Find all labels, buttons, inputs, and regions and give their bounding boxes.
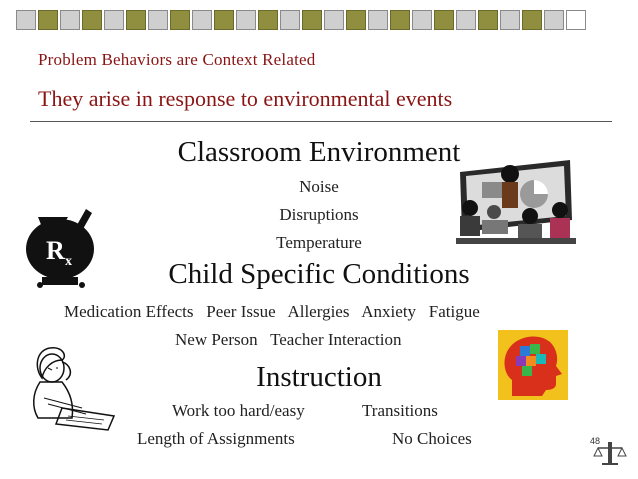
puzzle-head-icon <box>498 330 568 400</box>
svg-text:R: R <box>46 236 65 265</box>
decor-square <box>38 10 58 30</box>
decor-square <box>60 10 80 30</box>
classroom-heading: Classroom Environment <box>177 136 461 168</box>
decor-square <box>82 10 102 30</box>
decor-square <box>500 10 520 30</box>
decor-square <box>544 10 564 30</box>
decor-square <box>148 10 168 30</box>
decor-square <box>368 10 388 30</box>
decor-square <box>170 10 190 30</box>
instruction-item: Work too hard/easy <box>172 401 305 420</box>
decor-square <box>324 10 344 30</box>
svg-text:x: x <box>65 254 72 269</box>
child-conditions-line: New Person Teacher Interaction <box>175 330 402 349</box>
decor-square <box>258 10 278 30</box>
slide-title: They arise in response to environmental events <box>38 86 453 111</box>
instruction-item: Transitions <box>362 401 438 420</box>
classroom-item: Disruptions <box>279 205 359 224</box>
classroom-item: Temperature <box>276 233 362 252</box>
page-number: 48 <box>590 436 601 446</box>
classroom-clipart-icon <box>452 160 582 255</box>
decor-square <box>16 10 36 30</box>
classroom-item: Noise <box>299 177 339 196</box>
decor-square <box>236 10 256 30</box>
decor-square <box>346 10 366 30</box>
decor-square <box>280 10 300 30</box>
slide-subtitle: Problem Behaviors are Context Related <box>38 50 316 69</box>
instruction-item: No Choices <box>392 429 472 448</box>
decor-square <box>522 10 542 30</box>
instruction-heading: Instruction <box>256 361 382 393</box>
decor-square <box>214 10 234 30</box>
decor-square <box>126 10 146 30</box>
decorative-squares <box>16 10 588 30</box>
decor-square <box>192 10 212 30</box>
decor-square <box>390 10 410 30</box>
decor-square <box>434 10 454 30</box>
decor-square <box>104 10 124 30</box>
rx-mortar-pestle-icon <box>20 205 120 295</box>
decor-square <box>566 10 586 30</box>
decor-square <box>412 10 432 30</box>
decor-square <box>302 10 322 30</box>
title-divider <box>30 121 612 122</box>
child-heading: Child Specific Conditions <box>168 258 470 290</box>
instruction-item: Length of Assignments <box>137 429 295 448</box>
thinking-girl-clipart-icon <box>22 338 122 438</box>
decor-square <box>456 10 476 30</box>
child-conditions-line: Medication Effects Peer Issue Allergies Anxiety Fatigue <box>64 302 480 321</box>
decor-square <box>478 10 498 30</box>
